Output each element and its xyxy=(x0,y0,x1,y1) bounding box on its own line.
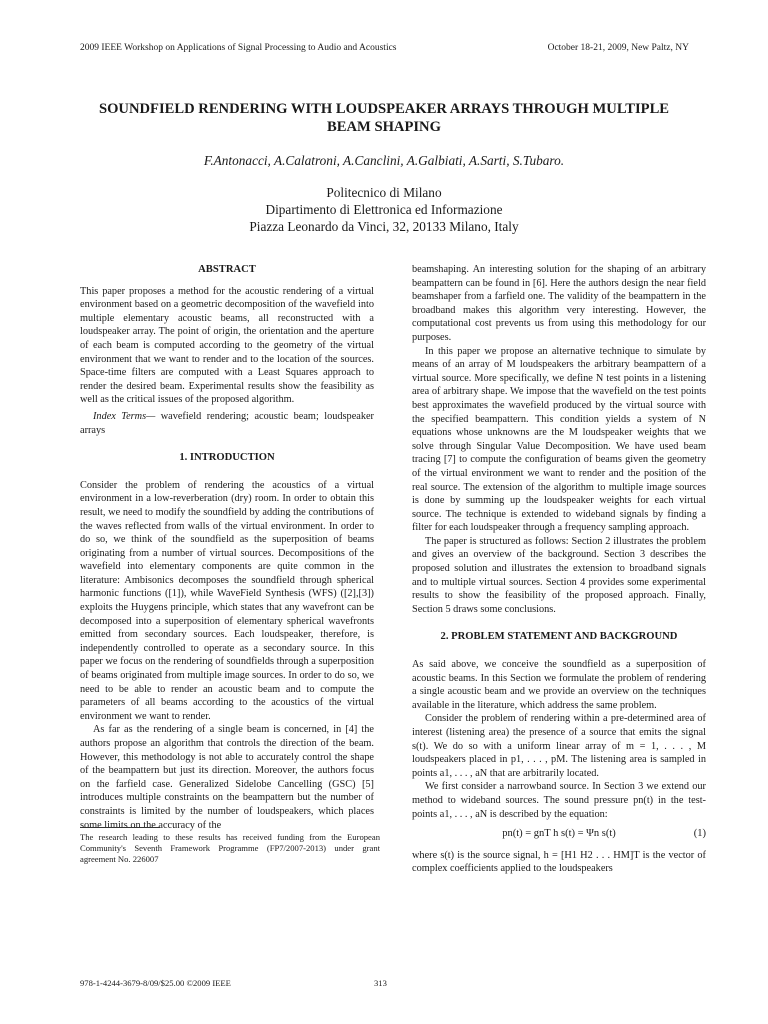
affiliation-line-1: Politecnico di Milano xyxy=(326,185,442,200)
abstract-text: This paper proposes a method for the acoustic rendering of a virtual environment based on a geometric decomposition of the wavefield into multiple elementary acoustic beams, all reconstructed with a loudspeaker array. The point of origin, the orientation and the aperture of each beam is computed according to the geometry of the virtual environment that we want to render and to the location of the sources. Space-time filters are computed with a Least Squares approach to render the desired beam. Experimental results show the feasibility as well as the critical issues of the proposed algorithm. xyxy=(80,285,374,406)
page-number: 313 xyxy=(374,978,387,988)
equation-1 xyxy=(412,827,706,841)
index-terms xyxy=(80,410,374,437)
intro-paragraph-4: The paper is structured as follows: Section 2 illustrates the problem and gives an overview of the background. Section 3 describes the proposed solution and illustrates the extension to broadband signals and to multiple virtual sources. Section 4 provides some experimental results to show the feasibility of the proposed approach. Finally, Section 5 draws some conclusions. xyxy=(412,535,706,615)
section-2-paragraph-3: We first consider a narrowband source. In Section 3 we extend our method to wideband sources. The sound pressure pn(t) in the test-points a1, . . . , aN is described by the equation: xyxy=(412,781,706,820)
section-2-paragraph-1: As said above, we conceive the soundfield as a superposition of acoustic beams. In this Section we formulate the problem of rendering a single acoustic beam and we provide an overview on the techniques available in the literature, which address the same problem. xyxy=(412,659,706,711)
intro-paragraph-2: As far as the rendering of a single beam is concerned, in [4] the authors propose an algorithm that controls the direction of the beam. However, this methodology is not able to accurately control the shape of the beampattern but just its direction. Moreover, the authors focus on the farfield case. Generalized Sidelobe Cancelling (GSC) [5] introduces multiple constraints on the beampattern but the number of constraints is limited by the number of loudspeakers, which places some limits on the accuracy of the xyxy=(80,724,374,831)
funding-footnote: The research leading to these results has received funding from the European Community's Seventh Framework Programme (FP7/2007-2013) under grant agreement No. 226007 xyxy=(80,832,380,864)
index-terms-text: wavefield rendering; acoustic beam; loudspeaker arrays xyxy=(80,410,374,436)
intro-paragraph-2-continued: beamshaping. An interesting solution for the shaping of an arbitrary beampattern can be found in [6]. Here the authors design the near field beamshaper from a farfield one. The validity of the beampattern in the broadband makes this algorithm very interesting. However, the computational cost prevents us from using this methodology for our purposes. xyxy=(412,264,706,343)
running-header-right: October 18-21, 2009, New Paltz, NY xyxy=(547,43,689,53)
index-terms-label: Index Terms— xyxy=(93,410,156,422)
intro-heading: 1. INTRODUCTION xyxy=(179,452,275,464)
section-2-paragraph-2: Consider the problem of rendering within a pre-determined area of interest (listening area) the presence of a source that emits the signal s(t). We do so with a uniform linear array of m = 1, . . . , M loudspeakers placed in p1, . . . , pM. The listening area is sampled in points a1, . . . , aN that are arbitrarily located. xyxy=(412,713,706,779)
section-2-paragraph-4: where s(t) is the source signal, h = [H1 H2 . . . HM]T is the vector of complex coefficients applied to the loudspeakers xyxy=(412,849,706,875)
equation-1-body: pn(t) = gnT h s(t) = Ψn s(t) xyxy=(502,828,616,840)
copyright-footer: 978-1-4244-3679-8/09/$25.00 ©2009 IEEE xyxy=(80,978,231,988)
left-column xyxy=(80,263,374,832)
title-line-2: BEAM SHAPING xyxy=(327,119,441,135)
section-2-heading: 2. PROBLEM STATEMENT AND BACKGROUND xyxy=(440,631,678,643)
abstract-heading: ABSTRACT xyxy=(198,264,256,275)
running-header-left: 2009 IEEE Workshop on Applications of Signal Processing to Audio and Acoustics xyxy=(80,43,397,53)
author-list: F.Antonacci, A.Calatroni, A.Canclini, A.Galbiati, A.Sarti, S.Tubaro. xyxy=(203,153,565,168)
footnote-rule xyxy=(80,827,160,828)
equation-1-number: (1) xyxy=(693,828,706,840)
affiliation-line-3: Piazza Leonardo da Vinci, 32, 20133 Milano, Italy xyxy=(249,219,519,234)
title-line-1: SOUNDFIELD RENDERING WITH LOUDSPEAKER ARRAYS THROUGH MULTIPLE xyxy=(98,101,670,117)
paper-title xyxy=(80,100,688,136)
intro-paragraph-1: Consider the problem of rendering the acoustics of a virtual environment in a low-reverberation (dry) room. In order to obtain this result, we need to modify the soundfield by adding the contributions of the waves reflected from walls of the virtual environment. In order to do so, we think of the soundfield as the superposition of beams originating from a number of virtual sources. Decompositions of the wavefield into elementary components are quite common in the literature: Ambisonics decomposes the soundfield through spherical harmonic functions ([1]), while WaveField Synthesis (WFS) ([2],[3]) exploits the Huygens principle, which states that any wavefront can be decomposed into a superposition of elementary spherical wavefronts emitted from secondary sources. Each loudspeaker, therefore, is independently controlled to operate as a secondary source. In this paper we focus on the rendering of soundfields through a superposition of beams originated from multiple image sources. In order to do so, we need to be able to render an acoustic beam and to compute the parameters of all beams according to the acoustics of the virtual environment we want to render. xyxy=(80,479,374,722)
affiliation xyxy=(80,184,688,235)
right-column xyxy=(412,263,706,876)
affiliation-line-2: Dipartimento di Elettronica ed Informazione xyxy=(265,202,503,217)
intro-paragraph-3: In this paper we propose an alternative technique to simulate by means of an array of M loudspeakers the arbitrary beampattern of a virtual source. More specifically, we define N test points in a listening area of arbitrary shape. We impose that the wavefield on the test points best approximates the wavefield produced by the virtual source with the specified beampattern. This condition yields a system of N equations whose unknowns are the M loudspeaker weights that we solve through Singular Value Decomposition. We have used beam tracing [7] to compute the configuration of beams given the geometry of the virtual environment we want to render and the position of the real source. The extension of the algorithm to multiple image sources is done by summing up the loudspeaker weights for each virtual source. The technique is extended to wideband signals by finding a filter for each loudspeaker through a frequency sampling approach. xyxy=(412,345,706,534)
